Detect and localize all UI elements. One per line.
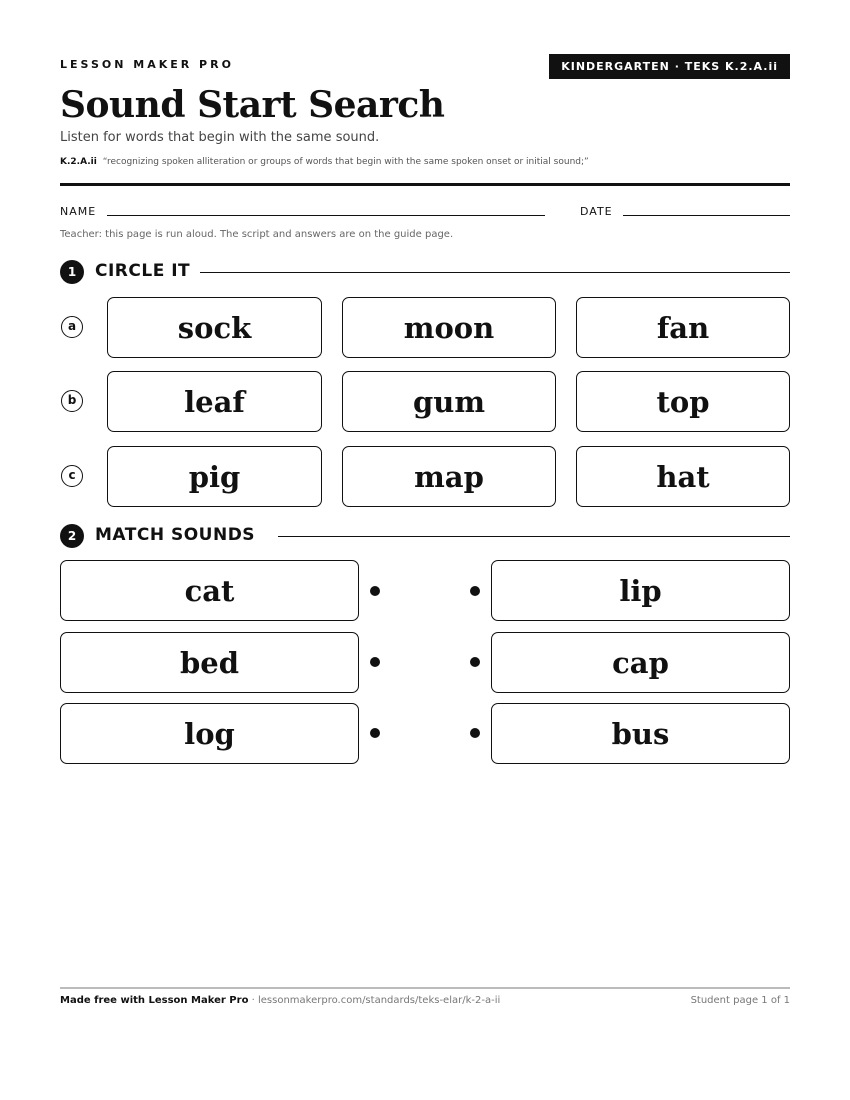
date-label: DATE [580, 205, 613, 218]
row-letter-a: a [61, 316, 83, 338]
grade-standard-badge: KINDERGARTEN · TEKS K.2.A.ii [549, 54, 790, 79]
word-card-leaf[interactable]: leaf [107, 371, 322, 432]
standard-line [60, 157, 589, 167]
word-card-fan[interactable]: fan [576, 297, 790, 358]
section-divider [200, 272, 790, 273]
footer-page-number: Student page 1 of 1 [690, 995, 790, 1006]
section-number-badge: 1 [60, 260, 84, 284]
match-right-card-cap[interactable]: cap [491, 632, 790, 693]
word-card-top[interactable]: top [576, 371, 790, 432]
word-card-sock[interactable]: sock [107, 297, 322, 358]
section-divider [278, 536, 790, 537]
match-right-dot[interactable] [470, 728, 480, 738]
teacher-note: Teacher: this page is run aloud. The script and answers are on the guide page. [60, 229, 454, 240]
match-left-dot[interactable] [370, 728, 380, 738]
match-right-dot[interactable] [470, 657, 480, 667]
match-left-dot[interactable] [370, 657, 380, 667]
word-card-moon[interactable]: moon [342, 297, 556, 358]
word-card-pig[interactable]: pig [107, 446, 322, 507]
brand-name: LESSON MAKER PRO [60, 58, 234, 71]
match-left-card-cat[interactable]: cat [60, 560, 359, 621]
row-letter-c: c [61, 465, 83, 487]
match-right-dot[interactable] [470, 586, 480, 596]
footer-url-link[interactable]: · lessonmakerpro.com/standards/teks-elar/k-2-a-ii [248, 995, 501, 1006]
footer-credit [60, 995, 500, 1006]
header-divider [60, 183, 790, 186]
row-letter-b: b [61, 390, 83, 412]
name-field[interactable] [107, 215, 545, 216]
page-subtitle: Listen for words that begin with the same sound. [60, 130, 380, 145]
section-circle-it-header [60, 260, 790, 284]
footer-divider [60, 987, 790, 989]
match-left-dot[interactable] [370, 586, 380, 596]
section-match-sounds-header [60, 524, 790, 548]
word-card-gum[interactable]: gum [342, 371, 556, 432]
word-card-hat[interactable]: hat [576, 446, 790, 507]
match-right-card-bus[interactable]: bus [491, 703, 790, 764]
date-field[interactable] [623, 215, 790, 216]
page-title: Sound Start Search [60, 84, 445, 126]
section-title: CIRCLE IT [95, 261, 200, 281]
name-label: NAME [60, 205, 97, 218]
standard-text: “recognizing spoken alliteration or groups of words that begin with the same spoken onset or initial sound;” [102, 157, 589, 167]
word-card-map[interactable]: map [342, 446, 556, 507]
section-title: MATCH SOUNDS [95, 525, 265, 545]
footer-made-with: Made free with Lesson Maker Pro [60, 995, 249, 1006]
match-right-card-lip[interactable]: lip [491, 560, 790, 621]
section-number-badge: 2 [60, 524, 84, 548]
match-left-card-bed[interactable]: bed [60, 632, 359, 693]
standard-code: K.2.A.ii [60, 157, 97, 167]
match-left-card-log[interactable]: log [60, 703, 359, 764]
